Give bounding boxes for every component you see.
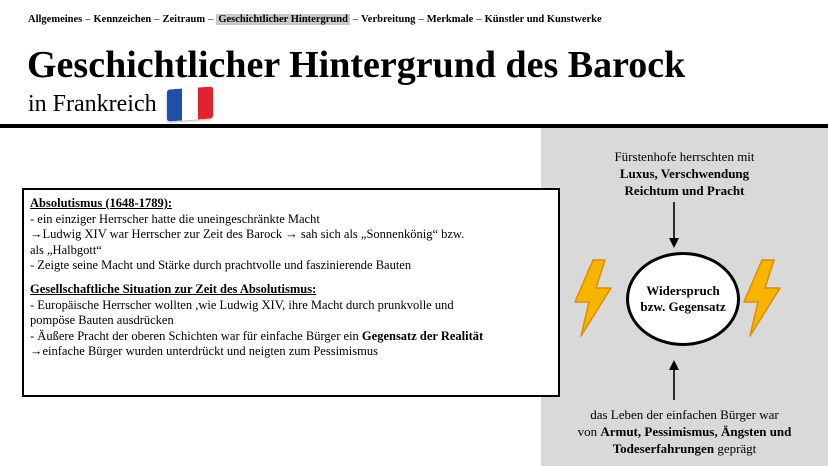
nav-item-merkmale[interactable]: Merkmale [426, 14, 474, 25]
page-subtitle: in Frankreich [28, 91, 157, 117]
contradiction-line-1: Widerspruch [646, 283, 720, 298]
nav-item-kuenstler-und-kunstwerke[interactable]: Künstler und Kunstwerke [484, 14, 602, 25]
contrast-panel [541, 128, 828, 466]
citizens-line-3-suffix: geprägt [714, 441, 757, 456]
nav-item-verbreitung[interactable]: Verbreitung [361, 14, 416, 25]
gesellschaft-line: →einfache Bürger wurden unterdrückt und neigten zum Pessimismus [30, 344, 378, 359]
court-line-2: Luxus, Verschwendung [619, 166, 750, 181]
flag-stripe-blue [167, 89, 182, 122]
nav-item-kennzeichen[interactable]: Kennzeichen [93, 14, 152, 25]
flag-stripe-red [197, 86, 212, 119]
content-box [22, 188, 560, 397]
absolutismus-line: - Zeigte seine Macht und Stärke durch prachtvolle und faszinierende Bauten [30, 258, 412, 273]
citizens-line-3-bold: Todeserfahrungen [612, 441, 715, 456]
arrow-up-icon [669, 360, 679, 400]
absolutismus-line: - ein einziger Herrscher hatte die uneingeschränkte Macht [30, 211, 320, 226]
nav-item-allgemeines[interactable]: Allgemeines [28, 14, 83, 25]
nav-separator: – [154, 14, 160, 25]
citizens-line-2 [541, 423, 828, 440]
gesellschaft-line: - Europäische Herrscher wollten ,wie Ludwig XIV, ihre Macht durch prunkvolle und [30, 297, 454, 312]
citizens-line-2-bold: Armut, Pessimismus, Ängsten und [600, 424, 792, 439]
nav-separator: – [208, 14, 214, 25]
contradiction-line-2: bzw. Gegensatz [640, 299, 726, 314]
court-line-3: Reichtum und Pracht [624, 183, 745, 198]
citizens-line-1: das Leben der einfachen Bürger war [590, 407, 779, 422]
court-description [541, 148, 828, 199]
nav-item-geschichtlicher-hintergrund[interactable]: Geschichtlicher Hintergrund [218, 14, 348, 25]
citizens-description [541, 406, 828, 457]
gesellschaft-heading: Gesellschaftliche Situation zur Zeit des Absolutismus: [30, 281, 317, 296]
nav-item-zeitraum[interactable]: Zeitraum [162, 14, 206, 25]
page-subtitle-row [28, 88, 213, 120]
page-title: Geschichtlicher Hintergrund des Barock [27, 44, 686, 86]
breadcrumb-nav [28, 14, 602, 25]
absolutismus-line: als „Halbgott“ [30, 242, 102, 257]
gesellschaft-line: pompöse Bauten ausdrücken [30, 313, 174, 328]
nav-separator: – [476, 14, 482, 25]
nav-separator: – [352, 14, 359, 25]
nav-separator: – [85, 14, 91, 25]
flag-stripe-white [182, 87, 197, 120]
gesellschaft-line [30, 329, 550, 345]
contradiction-ellipse [626, 252, 740, 346]
gesellschaft-line-bold: Gegensatz der Realität [361, 328, 484, 343]
gesellschaft-line-prefix: - Äußere Pracht der oberen Schichten war für einfache Bürger ein [30, 328, 362, 343]
section-gap [30, 274, 550, 282]
absolutismus-line: →Ludwig XIV war Herrscher zur Zeit des Barock → sah sich als „Sonnenkönig“ bzw. [30, 227, 465, 242]
lightning-icon [740, 258, 784, 338]
arrow-down-icon [669, 202, 679, 248]
nav-separator: – [418, 14, 424, 25]
citizens-line-3 [541, 440, 828, 457]
court-line-1: Fürstenhofe herrschten mit [614, 149, 755, 164]
citizens-line-2-prefix: von [577, 424, 601, 439]
absolutismus-heading: Absolutismus (1648-1789): [30, 196, 173, 210]
lightning-icon [571, 258, 615, 338]
french-flag-icon [167, 86, 213, 121]
